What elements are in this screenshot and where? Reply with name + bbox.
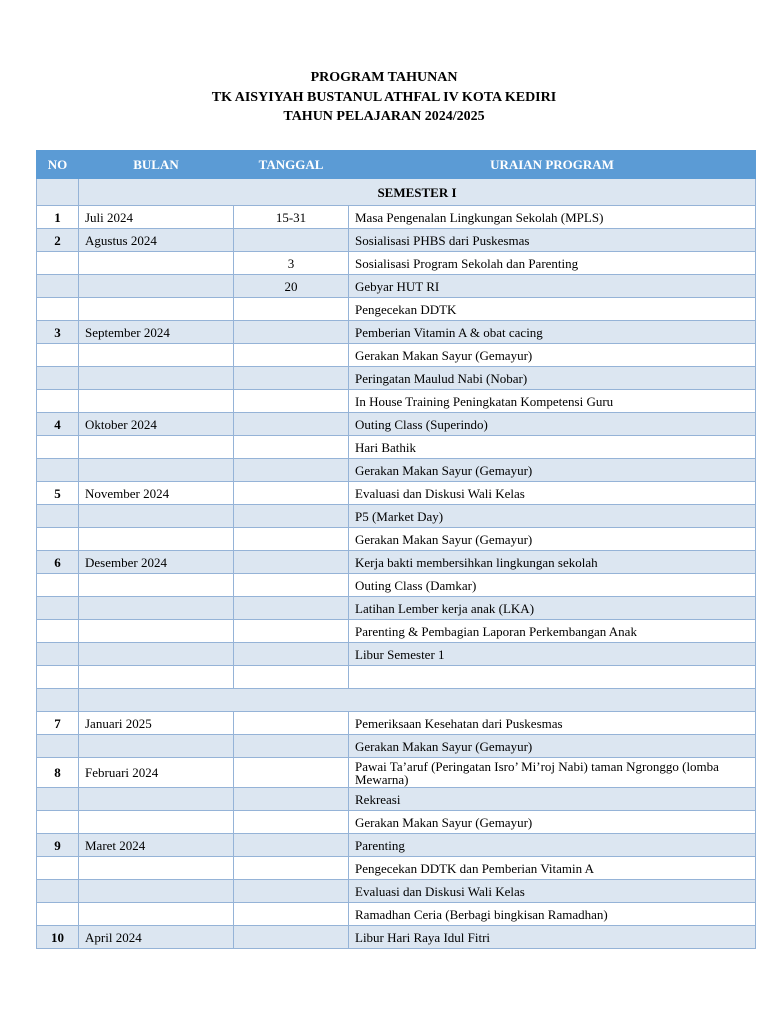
table-row: [37, 367, 756, 390]
cell-bulan: [79, 436, 234, 459]
title-line-3: TAHUN PELAJARAN 2024/2025: [283, 109, 485, 124]
cell-uraian: Gebyar HUT RI: [349, 275, 756, 298]
cell-bulan: November 2024: [79, 482, 234, 505]
table-row: [37, 275, 756, 298]
cell-bulan: [79, 903, 234, 926]
cell-tanggal: [234, 344, 349, 367]
table-row: [37, 620, 756, 643]
cell-no: 3: [37, 321, 79, 344]
cell-bulan: Oktober 2024: [79, 413, 234, 436]
cell-tanggal: [234, 666, 349, 689]
cell-no: [37, 620, 79, 643]
table-row: [37, 666, 756, 689]
cell-no: 9: [37, 834, 79, 857]
table-row: [37, 574, 756, 597]
cell-uraian: [349, 666, 756, 689]
cell-bulan: [79, 811, 234, 834]
cell-uraian: Gerakan Makan Sayur (Gemayur): [349, 459, 756, 482]
cell-uraian: Latihan Lember kerja anak (LKA): [349, 597, 756, 620]
cell-uraian: Evaluasi dan Diskusi Wali Kelas: [349, 880, 756, 903]
cell-no: [37, 298, 79, 321]
table-row: [37, 528, 756, 551]
semester-row: [37, 179, 756, 206]
cell-bulan: [79, 788, 234, 811]
cell-tanggal: [234, 367, 349, 390]
cell-uraian: Pemberian Vitamin A & obat cacing: [349, 321, 756, 344]
separator-row: [37, 689, 756, 712]
cell-uraian: Rekreasi: [349, 788, 756, 811]
cell-tanggal: [234, 903, 349, 926]
cell-uraian: Outing Class (Damkar): [349, 574, 756, 597]
header-bulan: BULAN: [79, 151, 234, 179]
cell-tanggal: [234, 811, 349, 834]
cell-uraian: Ramadhan Ceria (Berbagi bingkisan Ramadhan): [349, 903, 756, 926]
cell-bulan: [79, 574, 234, 597]
cell-tanggal: [234, 528, 349, 551]
cell-no: [37, 643, 79, 666]
cell-uraian: Outing Class (Superindo): [349, 413, 756, 436]
table-row: [37, 597, 756, 620]
cell-bulan: [79, 528, 234, 551]
table-row: [37, 834, 756, 857]
cell-bulan: September 2024: [79, 321, 234, 344]
cell-bulan: Januari 2025: [79, 712, 234, 735]
cell-bulan: [79, 666, 234, 689]
table-row: [37, 857, 756, 880]
cell-tanggal: [234, 551, 349, 574]
cell-no: [37, 252, 79, 275]
document-title: [0, 68, 768, 127]
table-row: [37, 252, 756, 275]
table-row: [37, 413, 756, 436]
title-line-2: TK AISYIYAH BUSTANUL ATHFAL IV KOTA KEDIRI: [211, 89, 557, 105]
cell-uraian: Gerakan Makan Sayur (Gemayur): [349, 735, 756, 758]
cell-no: [37, 857, 79, 880]
cell-no: 10: [37, 926, 79, 949]
cell-tanggal: [234, 229, 349, 252]
table-row: [37, 206, 756, 229]
cell-tanggal: [234, 436, 349, 459]
cell-bulan: April 2024: [79, 926, 234, 949]
table-row: [37, 811, 756, 834]
table-row: [37, 758, 756, 788]
header-no: NO: [37, 151, 79, 179]
cell-bulan: Desember 2024: [79, 551, 234, 574]
cell-uraian: Pawai Ta’aruf (Peringatan Isro’ Mi’roj Nabi) taman Ngronggo (lomba Mewarna): [349, 758, 756, 788]
cell-no: [37, 811, 79, 834]
table-row: [37, 459, 756, 482]
table-row: [37, 321, 756, 344]
table-row: [37, 390, 756, 413]
cell-no: 2: [37, 229, 79, 252]
cell-tanggal: [234, 574, 349, 597]
table-row: [37, 880, 756, 903]
cell-no: 5: [37, 482, 79, 505]
cell-uraian: Pengecekan DDTK: [349, 298, 756, 321]
cell-no: 1: [37, 206, 79, 229]
cell-uraian: Gerakan Makan Sayur (Gemayur): [349, 344, 756, 367]
cell-uraian: Sosialisasi PHBS dari Puskesmas: [349, 229, 756, 252]
cell-tanggal: [234, 413, 349, 436]
cell-no: [37, 275, 79, 298]
cell-uraian: Pengecekan DDTK dan Pemberian Vitamin A: [349, 857, 756, 880]
cell-tanggal: [234, 298, 349, 321]
table-header-row: [37, 151, 756, 179]
cell-tanggal: [234, 926, 349, 949]
table-row: [37, 926, 756, 949]
cell-no: [37, 666, 79, 689]
cell-tanggal: [234, 735, 349, 758]
cell-uraian: Masa Pengenalan Lingkungan Sekolah (MPLS): [349, 206, 756, 229]
cell-uraian: Libur Semester 1: [349, 643, 756, 666]
cell-no: [37, 459, 79, 482]
cell-tanggal: [234, 880, 349, 903]
cell-tanggal: [234, 482, 349, 505]
cell-no: [37, 505, 79, 528]
cell-tanggal: 20: [234, 275, 349, 298]
cell-uraian: Hari Bathik: [349, 436, 756, 459]
cell-uraian: Evaluasi dan Diskusi Wali Kelas: [349, 482, 756, 505]
cell-bulan: [79, 597, 234, 620]
cell-no: 7: [37, 712, 79, 735]
cell-tanggal: [234, 597, 349, 620]
cell-bulan: [79, 505, 234, 528]
cell-bulan: [79, 275, 234, 298]
cell-bulan: Juli 2024: [79, 206, 234, 229]
table-row: [37, 643, 756, 666]
cell-no: [37, 735, 79, 758]
cell-bulan: [79, 459, 234, 482]
table-row: [37, 903, 756, 926]
cell-bulan: [79, 344, 234, 367]
header-tanggal: TANGGAL: [234, 151, 349, 179]
cell-bulan: [79, 367, 234, 390]
program-table: [36, 150, 756, 949]
cell-uraian: Sosialisasi Program Sekolah dan Parenting: [349, 252, 756, 275]
cell-uraian: In House Training Peningkatan Kompetensi Guru: [349, 390, 756, 413]
cell-no: [37, 880, 79, 903]
cell-no: [37, 528, 79, 551]
cell-uraian: Libur Hari Raya Idul Fitri: [349, 926, 756, 949]
table-row: [37, 712, 756, 735]
cell-tanggal: [234, 459, 349, 482]
cell-uraian: Kerja bakti membersihkan lingkungan sekolah: [349, 551, 756, 574]
cell-no: 6: [37, 551, 79, 574]
cell-bulan: [79, 857, 234, 880]
cell-bulan: Maret 2024: [79, 834, 234, 857]
cell-no: [37, 367, 79, 390]
cell-uraian: Parenting: [349, 834, 756, 857]
cell-no: [37, 788, 79, 811]
cell-no: [37, 903, 79, 926]
cell-no: [37, 436, 79, 459]
cell-uraian: Pemeriksaan Kesehatan dari Puskesmas: [349, 712, 756, 735]
cell-no: [37, 597, 79, 620]
cell-uraian: Peringatan Maulud Nabi (Nobar): [349, 367, 756, 390]
cell-tanggal: [234, 321, 349, 344]
cell-uraian: Parenting & Pembagian Laporan Perkembangan Anak: [349, 620, 756, 643]
cell-uraian: P5 (Market Day): [349, 505, 756, 528]
table-row: [37, 436, 756, 459]
cell-tanggal: [234, 857, 349, 880]
cell-bulan: [79, 643, 234, 666]
cell-uraian: Gerakan Makan Sayur (Gemayur): [349, 528, 756, 551]
semester-label: SEMESTER I: [79, 179, 756, 206]
cell-tanggal: [234, 758, 349, 788]
table-row: [37, 482, 756, 505]
table-row: [37, 551, 756, 574]
cell-bulan: [79, 298, 234, 321]
table-row: [37, 505, 756, 528]
header-uraian: URAIAN PROGRAM: [349, 151, 756, 179]
cell-bulan: [79, 620, 234, 643]
cell-tanggal: [234, 390, 349, 413]
cell-bulan: [79, 880, 234, 903]
cell-no: 8: [37, 758, 79, 788]
cell-tanggal: 3: [234, 252, 349, 275]
title-line-1: PROGRAM TAHUNAN: [310, 70, 458, 85]
table-row: [37, 344, 756, 367]
table-row: [37, 788, 756, 811]
cell-bulan: [79, 390, 234, 413]
cell-no: 4: [37, 413, 79, 436]
cell-bulan: Agustus 2024: [79, 229, 234, 252]
cell-tanggal: [234, 712, 349, 735]
table-row: [37, 298, 756, 321]
cell-tanggal: [234, 643, 349, 666]
cell-tanggal: [234, 620, 349, 643]
cell-no: [37, 344, 79, 367]
cell-tanggal: [234, 505, 349, 528]
cell-no: [37, 574, 79, 597]
cell-bulan: Februari 2024: [79, 758, 234, 788]
cell-bulan: [79, 252, 234, 275]
cell-no: [37, 390, 79, 413]
cell-tanggal: 15-31: [234, 206, 349, 229]
table-row: [37, 229, 756, 252]
cell-tanggal: [234, 834, 349, 857]
cell-uraian: Gerakan Makan Sayur (Gemayur): [349, 811, 756, 834]
table-row: [37, 735, 756, 758]
cell-tanggal: [234, 788, 349, 811]
cell-bulan: [79, 735, 234, 758]
